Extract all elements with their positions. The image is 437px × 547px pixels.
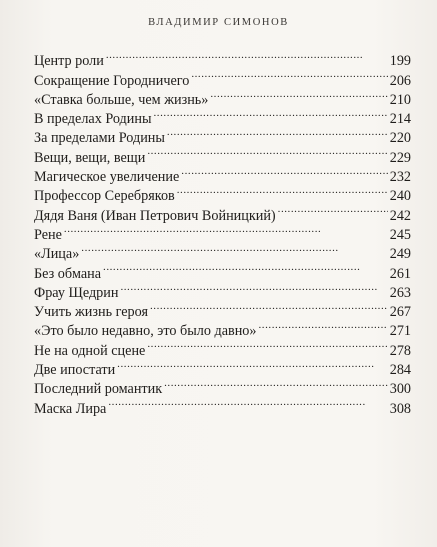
toc-entry-title: В пределах Родины (34, 111, 152, 128)
toc-entry-title: Сокращение Городничего (34, 72, 190, 89)
toc-entry-title: Без обмана (34, 265, 102, 282)
toc-entry-title: Вещи, вещи, вещи (34, 149, 146, 166)
toc-entry-title: Две ипостати (34, 362, 116, 379)
dot-leader (106, 46, 388, 65)
toc-entry-title: Учить жизнь героя (34, 304, 148, 321)
toc-entry-page: 210 (389, 91, 411, 108)
dot-leader (150, 297, 388, 316)
dot-leader (120, 278, 387, 297)
dot-leader (164, 374, 388, 393)
toc-entry-page: 249 (389, 246, 411, 263)
toc-entry-page: 220 (389, 130, 411, 147)
toc-entry-page: 232 (389, 169, 411, 186)
toc-entry-title: Не на одной сцене (34, 342, 146, 359)
dot-leader (154, 104, 388, 123)
toc-entry-title: «Это было недавно, это было давно» (34, 323, 257, 340)
toc-entry-title: Маска Лира (34, 400, 107, 417)
dot-leader (108, 393, 387, 412)
dot-leader (81, 239, 387, 258)
toc-entry-page: 242 (389, 207, 411, 224)
toc-entry-title: Последний романтик (34, 381, 163, 398)
dot-leader (117, 355, 388, 374)
toc-entry-page: 308 (389, 400, 411, 417)
toc-entry-title: Дядя Ваня (Иван Петрович Войницкий) (34, 207, 276, 224)
dot-leader (64, 220, 388, 239)
toc-entry (34, 258, 411, 282)
dot-leader (191, 65, 387, 84)
toc-entry (34, 239, 411, 263)
dot-leader (103, 258, 388, 277)
toc-entry-page: 206 (389, 72, 411, 89)
dot-leader (147, 142, 387, 161)
toc-entry-title: Фрау Щедрин (34, 284, 119, 301)
toc-entry-page: 300 (389, 381, 411, 398)
toc-entry-page: 267 (389, 304, 411, 321)
dot-leader (278, 200, 388, 219)
toc-entry-page: 240 (389, 188, 411, 205)
toc-entry-title: «Ставка больше, чем жизнь» (34, 91, 209, 108)
toc-entry-page: 199 (389, 53, 411, 70)
dot-leader (210, 85, 387, 104)
toc-entry-title: За пределами Родины (34, 130, 165, 147)
toc-entry-page: 229 (389, 149, 411, 166)
dot-leader (259, 316, 388, 335)
toc-entry-title: Магическое увеличение (34, 169, 180, 186)
toc-entry (34, 220, 411, 243)
toc-entry-page: 261 (389, 265, 411, 282)
toc-entry-title: Рене (34, 226, 62, 243)
toc-entry (34, 46, 411, 70)
toc-entry-page: 284 (389, 362, 411, 379)
toc-entry-title: Профессор Серебряков (34, 188, 175, 205)
toc-entry-page: 214 (389, 111, 411, 128)
toc-entry-page: 278 (389, 342, 411, 359)
toc-entry-page: 245 (389, 226, 411, 243)
dot-leader (177, 181, 388, 200)
toc-entry-title: Центр роли (34, 53, 104, 70)
table-of-contents (34, 46, 411, 417)
dot-leader (167, 123, 388, 142)
dot-leader (181, 162, 387, 181)
dot-leader (147, 335, 387, 354)
toc-entry-page: 263 (389, 284, 411, 301)
running-head: ВЛАДИМИР СИМОНОВ (148, 17, 289, 28)
toc-entry-title: «Лица» (34, 246, 80, 263)
toc-entry-page: 271 (389, 323, 411, 340)
